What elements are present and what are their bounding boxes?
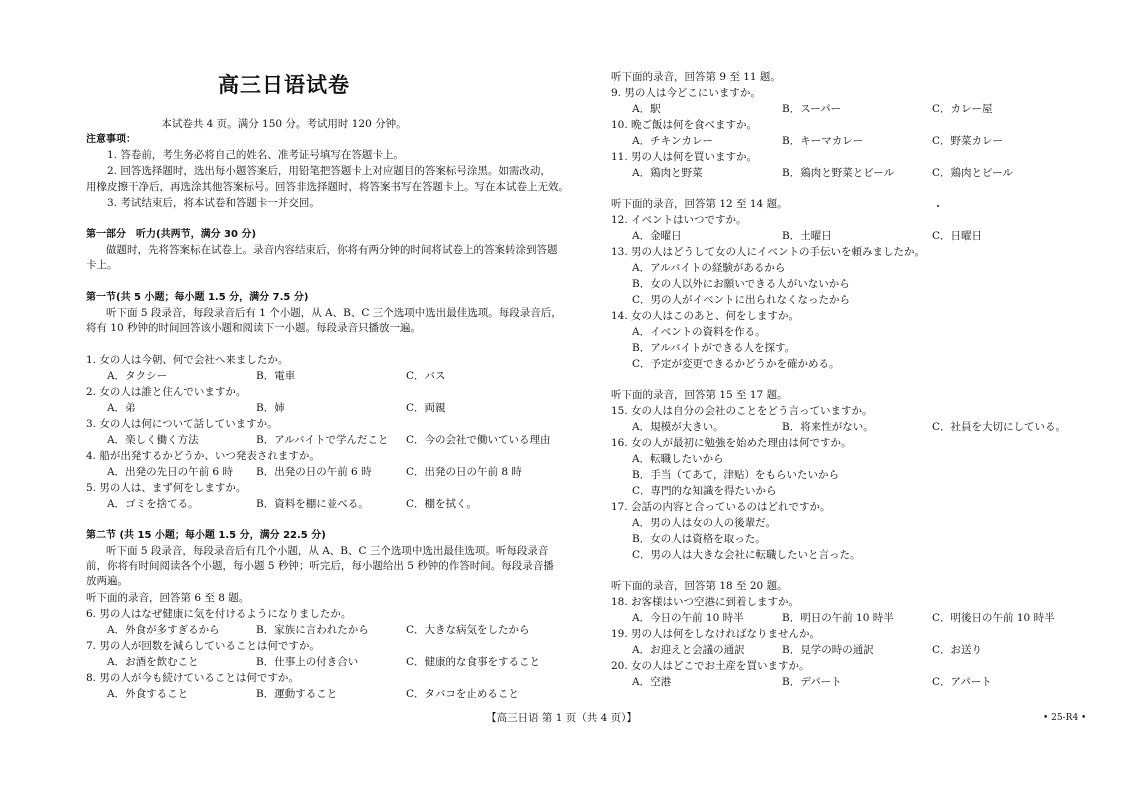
q19-option-c: C．お送り — [932, 644, 983, 656]
section1-instructions: 听下面 5 段录音，每段录音后有 1 个小题，从 A、B、C 三个选项中选出最佳选项。每段录音后，将有 10 秒钟的时间回答该小题和阅读下一小题。每段录音只播放一遍。 — [86, 307, 562, 334]
q12-option-c: C．日曜日 — [932, 230, 983, 242]
question-16: 16. 女の人が最初に勉強を始めた理由は何ですか。 — [611, 437, 852, 449]
q14-option-c: C．予定が変更できるかどうかを確かめる。 — [632, 358, 840, 370]
q15-option-c: C．社員を大切にしている。 — [932, 421, 1067, 433]
q18-option-b: B．明日の午前 10 時半 — [782, 612, 894, 624]
q15-option-b: B．将来性がない。 — [782, 421, 874, 433]
q18-option-a: A．今日の午前 10 時半 — [632, 612, 744, 624]
q8-option-c: C．タバコを止めること — [406, 688, 519, 700]
q2-option-b: B．姉 — [256, 402, 285, 414]
notice-item-2-cont: 用橡皮擦干净后，再选涂其他答案标号。回答非选择题时，将答案书写在答题卡上。写在本试卷上无效。 — [86, 181, 569, 193]
q13-option-b: B．女の人以外にお願いできる人がいないから — [632, 278, 850, 290]
question-6: 6. 男の人はなぜ健康に気を付けるようになりましたか。 — [86, 608, 352, 620]
question-12: 12. イベントはいつですか。 — [611, 214, 747, 226]
q6-option-a: A．外食が多すぎるから — [107, 624, 220, 636]
q9-option-b: B．スーパー — [782, 103, 842, 115]
question-19: 19. 男の人は何をしなければなりませんか。 — [611, 628, 821, 640]
question-2: 2. 女の人は誰と住んでいますか。 — [86, 386, 247, 398]
section2-instructions: 听下面 5 段录音，每段录音后有几个小题，从 A、B、C 三个选项中选出最佳选项。听每段录音前，你将有时间阅读各个小题，每小题 5 秒钟；听完后，每小题给出 5 秒钟的作答时间。每段录音播放两遍。 — [86, 545, 554, 587]
q1-option-c: C．バス — [406, 370, 446, 382]
page-footer: 【高三日语 第 1 页（共 4 页）】 — [486, 712, 637, 724]
q8-option-a: A．外食すること — [107, 688, 189, 700]
q5-option-a: A．ゴミを捨てる。 — [107, 498, 199, 510]
q16-option-b: B．手当（てあて，津贴）をもらいたいから — [632, 469, 840, 481]
q11-option-b: B．鶏肉と野菜とビール — [782, 167, 895, 179]
group-15-17-intro: 听下面的录音，回答第 15 至 17 题。 — [611, 389, 788, 401]
q16-option-c: C．専門的な知識を得たいから — [632, 485, 777, 497]
q12-option-b: B．土曜日 — [782, 230, 832, 242]
question-8: 8. 男の人が今も続けていることは何ですか。 — [86, 672, 299, 684]
q8-option-b: B．運動すること — [256, 688, 338, 700]
question-20: 20. 女の人はどこでお土産を買いますか。 — [611, 660, 810, 672]
q20-option-c: C．アパート — [932, 676, 992, 688]
scan-speck — [937, 205, 939, 207]
q1-option-a: A．タクシー — [107, 370, 168, 382]
q7-option-a: A．お酒を飲むこと — [107, 656, 199, 668]
group-12-14-intro: 听下面的录音，回答第 12 至 14 题。 — [611, 198, 788, 210]
part1-instructions: 做题时，先将答案标在试卷上。录音内容结束后，你将有两分钟的时间将试卷上的答案转涂到答题卡上。 — [86, 244, 558, 271]
q12-option-a: A．金曜日 — [632, 230, 682, 242]
q7-option-c: C．健康的な食事をすること — [406, 656, 541, 668]
group-18-20-intro: 听下面的录音，回答第 18 至 20 题。 — [611, 580, 788, 592]
q10-option-a: A．チキンカレー — [632, 135, 713, 147]
q15-option-a: A．規模が大きい。 — [632, 421, 724, 433]
q2-option-c: C．両親 — [406, 402, 446, 414]
q2-option-a: A．弟 — [107, 402, 136, 414]
q17-option-b: B．女の人は資格を取った。 — [632, 533, 766, 545]
q13-option-c: C．男の人がイベントに出られなくなったから — [632, 294, 851, 306]
q4-option-b: B．出発の日の午前 6 時 — [256, 466, 372, 478]
question-14: 14. 女の人はこのあと、何をしますか。 — [611, 310, 800, 322]
q19-option-b: B．見学の時の通訳 — [782, 644, 874, 656]
q17-option-a: A．男の人は女の人の後輩だ。 — [632, 517, 777, 529]
q20-option-a: A．空港 — [632, 676, 672, 688]
q13-option-a: A．アルバイトの経験があるから — [632, 262, 786, 274]
q6-option-b: B．家族に言われたから — [256, 624, 369, 636]
q3-option-c: C．今の会社で働いている理由 — [406, 434, 551, 446]
q3-option-a: A．楽しく働く方法 — [107, 434, 199, 446]
q9-option-a: A．駅 — [632, 103, 661, 115]
question-11: 11. 男の人は何を買いますか。 — [611, 151, 758, 163]
section2-heading: 第二节 (共 15 小题；每小题 1.5 分，满分 22.5 分) — [86, 530, 326, 541]
question-13: 13. 男の人はどうして女の人にイベントの手伝いを頼みましたか。 — [611, 246, 926, 258]
question-7: 7. 男の人が回数を減らしていることは何ですか。 — [86, 640, 320, 652]
q4-option-c: C．出発の日の午前 8 時 — [406, 466, 522, 478]
exam-title: 高三日语试卷 — [218, 73, 350, 97]
question-15: 15. 女の人は自分の会社のことをどう言っていますか。 — [611, 405, 873, 417]
q11-option-a: A．鶏肉と野菜 — [632, 167, 703, 179]
q4-option-a: A．出発の先日の午前 6 時 — [107, 466, 233, 478]
q1-option-b: B．電車 — [256, 370, 296, 382]
exam-subtitle: 本试卷共 4 页。满分 150 分。考试用时 120 分钟。 — [161, 118, 407, 130]
q17-option-c: C．男の人は大きな会社に転職したいと言った。 — [632, 549, 861, 561]
q19-option-a: A．お迎えと会議の通訳 — [632, 644, 745, 656]
notice-item-1: 1. 答卷前，考生务必将自己的姓名、准考证号填写在答题卡上。 — [107, 149, 404, 161]
q11-option-c: C．鶏肉とビール — [932, 167, 1013, 179]
q7-option-b: B．仕事上の付き合い — [256, 656, 359, 668]
q14-option-b: B．アルバイトができる人を探す。 — [632, 342, 796, 354]
q5-option-c: C．棚を拭く。 — [406, 498, 477, 510]
group-6-8-intro: 听下面的录音，回答第 6 至 8 题。 — [86, 592, 250, 604]
q5-option-b: B．資料を棚に並べる。 — [256, 498, 369, 510]
q14-option-a: A．イベントの資料を作る。 — [632, 326, 766, 338]
question-4: 4. 船が出発するかどうか、いつ発表されますか。 — [86, 450, 320, 462]
question-17: 17. 会話の内容と合っているのはどれですか。 — [611, 501, 831, 513]
notice-item-2: 2. 回答选择题时，选出每小题答案后，用铅笔把答题卡上对应题目的答案标号涂黑。如需改动， — [107, 165, 551, 177]
question-1: 1. 女の人は今朝、何で会社へ来ましたか。 — [86, 354, 289, 366]
q10-option-b: B．キーマカレー — [782, 135, 864, 147]
question-10: 10. 晩ご飯は何を食べますか。 — [611, 119, 758, 131]
q10-option-c: C．野菜カレー — [932, 135, 1004, 147]
paper-code: • 25-R4 • — [1043, 713, 1087, 723]
notice-item-3: 3. 考试结束后，将本试卷和答题卡一并交回。 — [107, 197, 320, 209]
section1-heading: 第一节(共 5 小题；每小题 1.5 分，满分 7.5 分) — [86, 292, 309, 303]
question-18: 18. お客様はいつ空港に到着しますか。 — [611, 596, 800, 608]
q20-option-b: B．デパート — [782, 676, 842, 688]
question-5: 5. 男の人は、まず何をしますか。 — [86, 482, 247, 494]
question-3: 3. 女の人は何について話していますか。 — [86, 418, 278, 430]
group-9-11-intro: 听下面的录音，回答第 9 至 11 题。 — [611, 71, 781, 83]
q3-option-b: B．アルバイトで学んだこと — [256, 434, 389, 446]
notice-heading: 注意事项： — [86, 134, 136, 145]
q6-option-c: C．大きな病気をしたから — [406, 624, 530, 636]
part1-heading: 第一部分 听力(共两节，满分 30 分) — [86, 229, 257, 240]
q16-option-a: A．転職したいから — [632, 453, 724, 465]
question-9: 9. 男の人は今どこにいますか。 — [611, 87, 761, 99]
q9-option-c: C．カレー屋 — [932, 103, 993, 115]
q18-option-c: C．明後日の午前 10 時半 — [932, 612, 1055, 624]
